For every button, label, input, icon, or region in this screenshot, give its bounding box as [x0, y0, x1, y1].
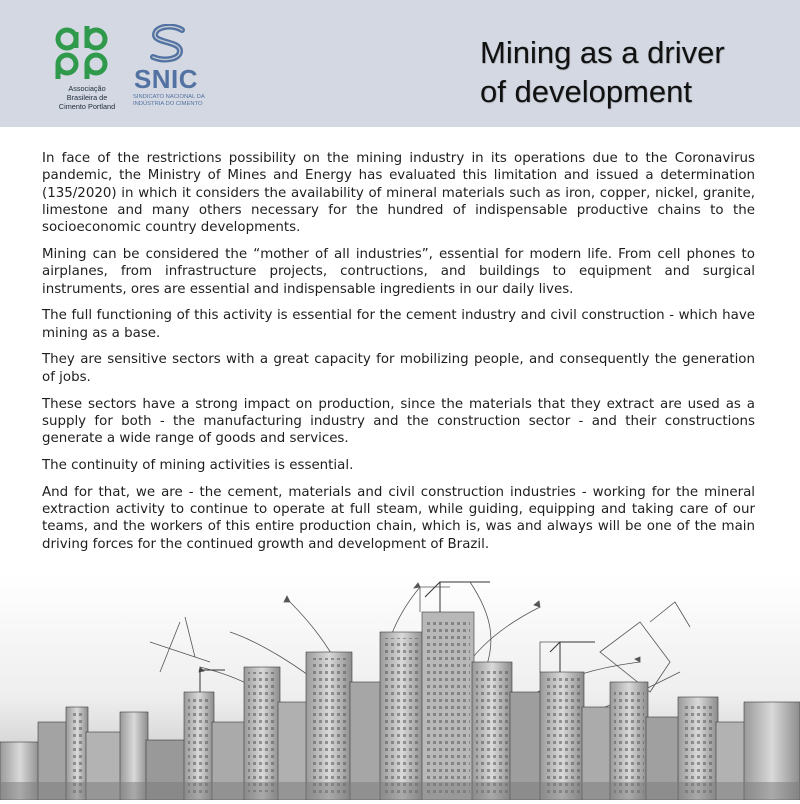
- paragraph: These sectors have a strong impact on production, since the materials that they extract are used as a supply for both - the manufacturing industry and the construction sector - and their constructions generate a wide range of goods and services.: [42, 396, 755, 447]
- city-skyline-sketch-icon: [0, 572, 800, 800]
- paragraph: And for that, we are - the cement, materials and civil construction industries - working for the mineral extraction activity to continue to operate at full steam, while guiding, equipping and taking care of our teams, and the workers of this entire production chain, which is, was and always will be one of the main driving forces for the continued growth and development of Brazil.: [42, 484, 755, 552]
- paragraph: The full functioning of this activity is essential for the cement industry and civil construction - which have mining as a base.: [42, 308, 755, 341]
- abcp-name-line: Brasileira de: [66, 93, 108, 102]
- snic-subtitle-line: SINDICATO NACIONAL DA: [133, 94, 205, 100]
- article-body: [42, 150, 755, 562]
- abcp-monogram-icon: [50, 24, 124, 80]
- snic-subtitle: [133, 94, 205, 108]
- snic-swoosh-icon: [149, 24, 187, 64]
- abcp-name-line: Cimento Portland: [58, 102, 116, 111]
- page-header: [0, 0, 800, 127]
- city-skyline-illustration: [0, 572, 800, 800]
- paragraph: Mining can be considered the “mother of all industries”, essential for modern life. From cell phones to airplanes, from infrastructure projects, contructions, and buildings to equipment and surgical instruments, ores are essential and indispensable ingredients in our daily lives.: [42, 246, 755, 297]
- page-title-line: of development: [480, 74, 692, 109]
- paragraph: The continuity of mining activities is essential.: [42, 457, 354, 473]
- snic-logo: [128, 24, 214, 120]
- abcp-name-line: Associação: [68, 84, 106, 93]
- abcp-logo: [44, 24, 130, 120]
- page-title: [480, 33, 780, 111]
- paragraph: In face of the restrictions possibility on the mining industry in its operations due to the Coronavirus pandemic, the Ministry of Mines and Energy has evaluated this limitation and issued a determination (135/2020) in which it considers the availability of mineral materials such as iron, copper, nickel, granite, limestone and many others necessary for the hundred of indispensable productive chains to the socioeconomic country developments.: [42, 151, 755, 236]
- abcp-name: [44, 84, 130, 111]
- page-title-line: Mining as a driver: [480, 35, 725, 70]
- snic-wordmark: SNIC: [133, 64, 199, 94]
- paragraph: They are sensitive sectors with a great capacity for mobilizing people, and consequently the generation of jobs.: [42, 352, 755, 385]
- snic-subtitle-line: INDÚSTRIA DO CIMENTO: [133, 101, 203, 107]
